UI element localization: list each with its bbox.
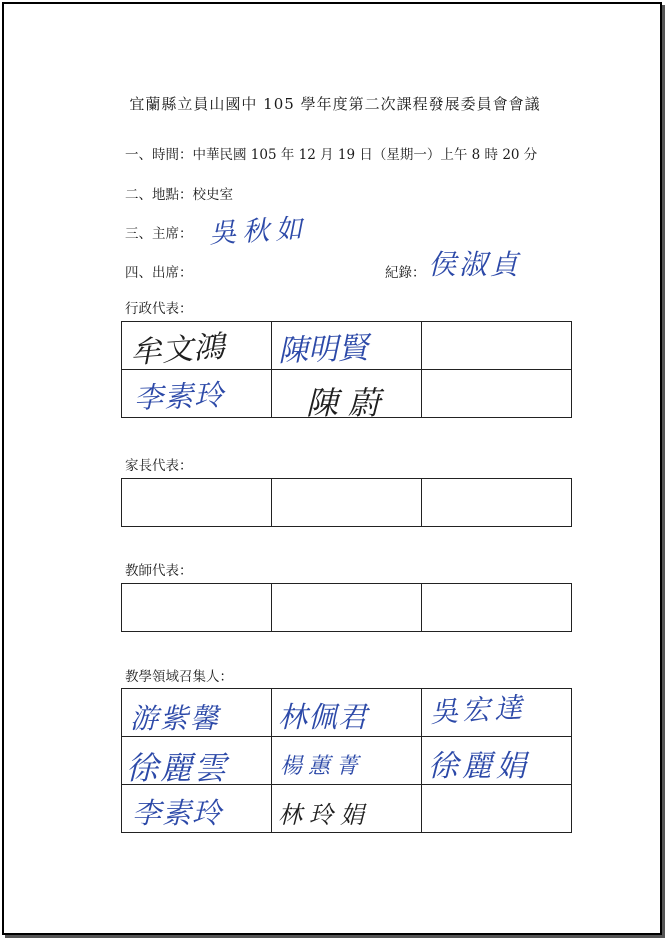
admin-section-label: 行政代表： — [125, 301, 193, 317]
signature-cell — [272, 479, 422, 527]
signature-cell — [272, 370, 422, 422]
signature-cell — [122, 785, 272, 833]
signature: 李素玲 — [133, 377, 225, 415]
signature: 陳明賢 — [277, 330, 369, 369]
teachers-signature-table — [121, 583, 572, 632]
recorder-signature: 侯淑貞 — [428, 248, 522, 281]
signature-cell — [122, 479, 272, 527]
signature: 楊蕙菁 — [280, 754, 365, 779]
signature-cell — [122, 689, 272, 737]
meeting-place-line — [125, 183, 233, 203]
meeting-title: 宜蘭縣立員山國中 105 學年度第二次課程發展委員會會議 — [129, 95, 541, 113]
signature-cell — [422, 737, 572, 785]
meeting-time-line — [125, 143, 537, 163]
chair-signature: 吳秋如 — [208, 213, 309, 250]
signature-cell — [422, 689, 572, 737]
signature: 游紫馨 — [130, 702, 221, 735]
parents-signature-table — [121, 478, 572, 527]
signature: 陳蔚 — [306, 384, 391, 422]
meeting-chair-line — [125, 222, 193, 242]
teachers-section-label: 教師代表： — [125, 563, 193, 579]
signature: 林佩君 — [278, 700, 369, 734]
conveners-signature-table — [121, 688, 572, 833]
parents-section-label: 家長代表： — [125, 458, 193, 474]
signature-cell — [272, 584, 422, 632]
table-row — [122, 689, 572, 737]
signature: 徐麗娟 — [428, 749, 530, 784]
signature: 徐麗雲 — [126, 749, 229, 787]
table-row — [122, 370, 572, 418]
signature-cell — [422, 370, 572, 418]
signature-cell — [122, 584, 272, 632]
place-label: 二、地點： — [125, 187, 193, 203]
signature-cell — [422, 479, 572, 527]
table-row — [122, 479, 572, 527]
signature: 李素玲 — [132, 796, 223, 830]
signature-cell — [122, 370, 272, 418]
signature: 牟文鴻 — [129, 329, 226, 371]
time-label: 一、時間： — [125, 147, 193, 163]
signature-cell — [422, 322, 572, 370]
place-value: 校史室 — [192, 187, 233, 203]
signature-cell — [422, 785, 572, 833]
signature-cell — [272, 689, 422, 737]
document-page — [2, 2, 662, 935]
conveners-section-label: 教學領域召集人： — [125, 669, 233, 685]
table-row — [122, 785, 572, 833]
signature-cell — [272, 785, 422, 833]
table-row — [122, 737, 572, 785]
table-row — [122, 322, 572, 370]
attendance-line — [125, 261, 193, 281]
signature-cell — [272, 322, 422, 370]
recorder-label: 紀錄： — [385, 265, 426, 281]
admin-signature-table — [121, 321, 572, 422]
time-value: 中華民國 105 年 12 月 19 日（星期一）上午 8 時 20 分 — [192, 147, 538, 163]
signature-cell — [122, 322, 272, 370]
chair-label: 三、主席： — [125, 226, 193, 242]
table-row — [122, 584, 572, 632]
signature-cell — [422, 584, 572, 632]
signature-cell — [272, 737, 422, 785]
signature-cell — [122, 737, 272, 785]
attendance-label: 四、出席： — [125, 265, 193, 281]
signature: 吳宏達 — [429, 690, 527, 729]
signature: 林玲娟 — [278, 801, 371, 829]
